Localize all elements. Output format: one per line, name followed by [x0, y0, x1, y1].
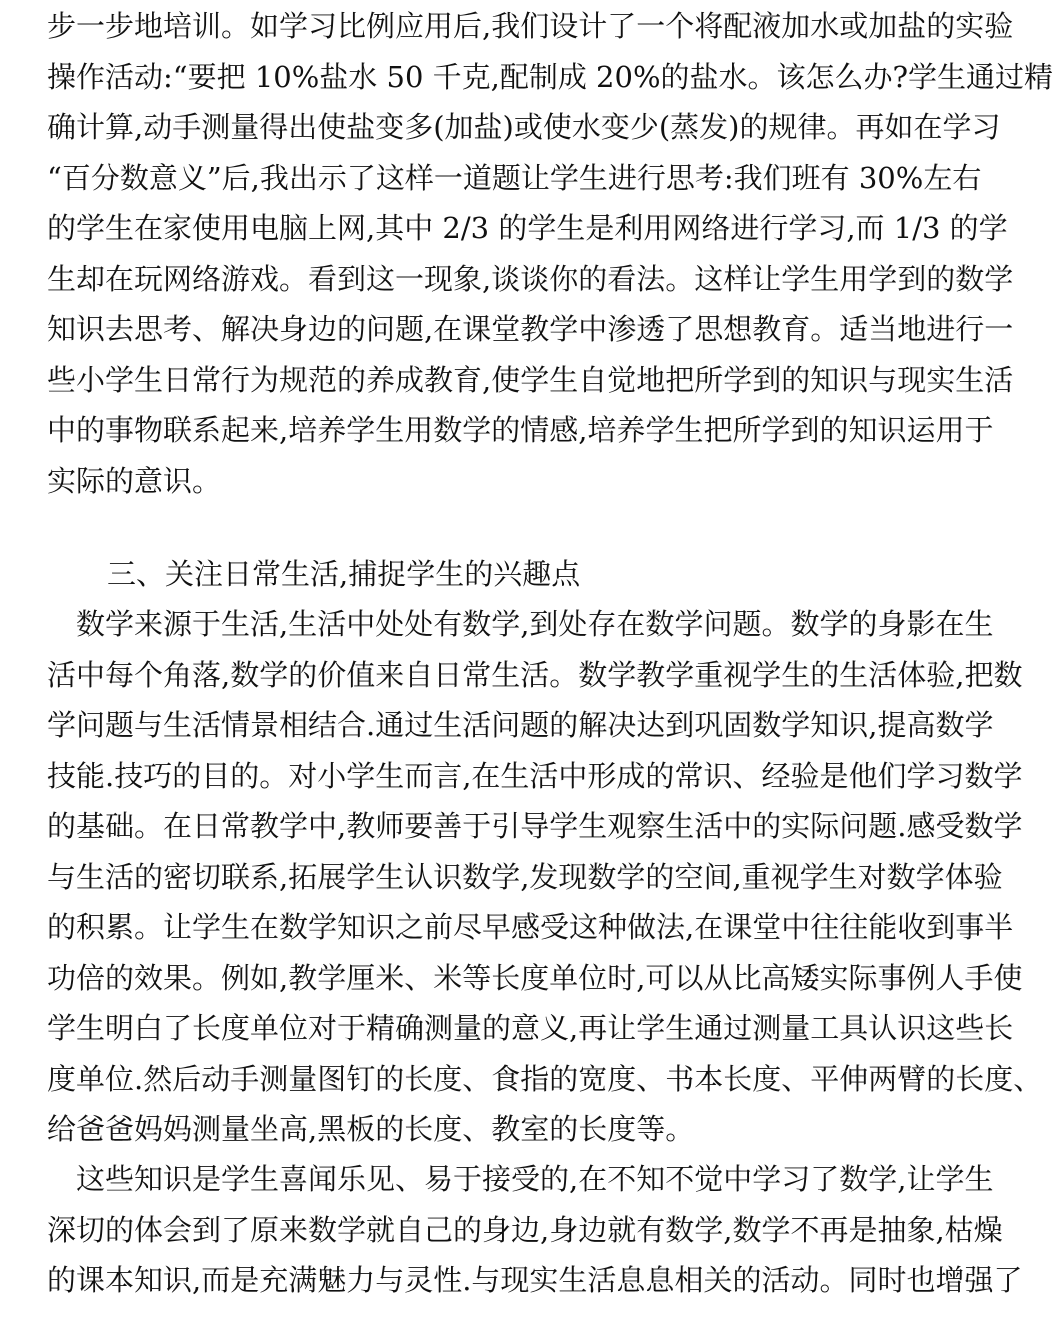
text-line: 学问题与生活情景相结合.通过生活问题的解决达到巩固数学知识,提高数学	[47, 708, 994, 742]
section-heading: 三、关注日常生活,捕捉学生的兴趣点	[107, 557, 581, 591]
text-line: 些小学生日常行为规范的养成教育,使学生自觉地把所学到的知识与现实生活	[47, 362, 1014, 397]
text-line: 功倍的效果。例如,教学厘米、米等长度单位时,可以从比高矮实际事例人手使	[47, 960, 1023, 995]
text-line: 的课本知识,而是充满魅力与灵性.与现实生活息息相关的活动。同时也增强了	[47, 1263, 1023, 1297]
text-line: 确计算,动手测量得出使盐变多(加盐)或使水变少(蒸发)的规律。再如在学习	[47, 110, 1001, 144]
text-line: 数学来源于生活,生活中处处有数学,到处存在数学问题。数学的身影在生	[47, 607, 994, 641]
text-line: 中的事物联系起来,培养学生用数学的情感,培养学生把所学到的知识运用于	[47, 413, 994, 447]
text-line: 操作活动:“要把 10%盐水 50 千克,配制成 20%的盐水。该怎么办?学生通过精	[47, 59, 1053, 94]
text-line: 实际的意识。	[47, 463, 222, 498]
paragraph-2	[47, 599, 1043, 1155]
paragraph-1	[47, 1, 1053, 506]
text-line: 步一步地培训。如学习比例应用后,我们设计了一个将配液加水或加盐的实验	[47, 9, 1014, 43]
text-line: 的学生在家使用电脑上网,其中 2/3 的学生是利用网络进行学习,而 1/3 的学	[47, 211, 1008, 245]
text-line: 给爸爸妈妈测量坐高,黑板的长度、教室的长度等。	[47, 1112, 695, 1146]
text-line: 与生活的密切联系,拓展学生认识数学,发现数学的空间,重视学生对数学体验	[47, 859, 1003, 894]
text-line: 生却在玩网络游戏。看到这一现象,谈谈你的看法。这样让学生用学到的数学	[47, 261, 1014, 296]
text-line: 度单位.然后动手测量图钉的长度、食指的宽度、书本长度、平伸两臂的长度、	[47, 1061, 1043, 1096]
text-line: 的基础。在日常教学中,教师要善于引导学生观察生活中的实际问题.感受数学	[47, 809, 1023, 843]
text-line: 深切的体会到了原来数学就自己的身边,身边就有数学,数学不再是抽象,枯燥	[47, 1212, 1003, 1247]
paragraph-3	[47, 1154, 1023, 1306]
text-line: 学生明白了长度单位对于精确测量的意义,再让学生通过测量工具认识这些长	[47, 1011, 1014, 1045]
text-line: 技能.技巧的目的。对小学生而言,在生活中形成的常识、经验是他们学习数学	[47, 758, 1023, 793]
text-line: 活中每个角落,数学的价值来自日常生活。数学教学重视学生的生活体验,把数	[47, 657, 1023, 692]
text-line: 这些知识是学生喜闻乐见、易于接受的,在不知不觉中学习了数学,让学生	[47, 1162, 994, 1196]
text-line: 知识去思考、解决身边的问题,在课堂教学中渗透了思想教育。适当地进行一	[47, 312, 1014, 346]
text-line: “百分数意义”后,我出示了这样一道题让学生进行思考:我们班有 30%左右	[47, 160, 982, 195]
text-line: 的积累。让学生在数学知识之前尽早感受这种做法,在课堂中往往能收到事半	[47, 910, 1014, 944]
